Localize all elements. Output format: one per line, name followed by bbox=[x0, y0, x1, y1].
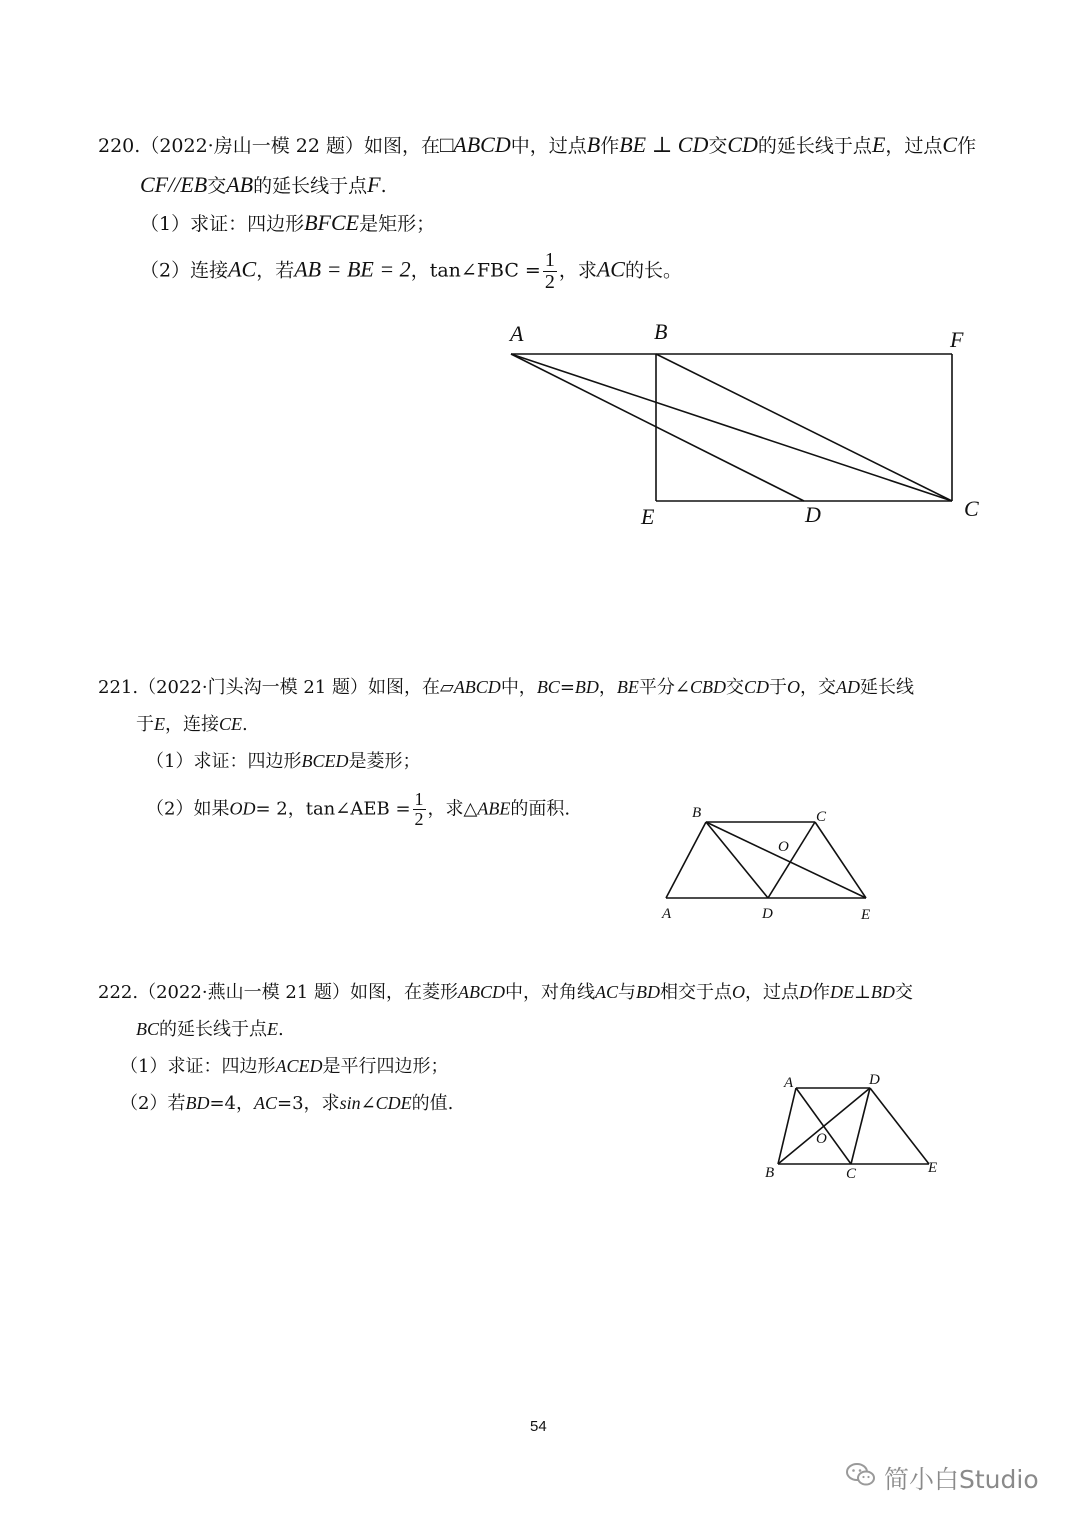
point-label-B: B bbox=[765, 1165, 775, 1181]
segment-BD bbox=[706, 822, 768, 898]
point-label-D: D bbox=[762, 906, 773, 922]
page-number: 54 bbox=[530, 1418, 547, 1435]
segment-AC bbox=[511, 354, 952, 501]
point-label-B: B bbox=[654, 319, 668, 344]
segment-AB bbox=[666, 822, 706, 898]
problem-222-line1: 222.（2022·燕山一模 21 题）如图，在菱形ABCD中，对角线AC与BD相交于点O，过点D作DE⊥BD交 bbox=[98, 982, 913, 1003]
segment-BE bbox=[706, 822, 866, 898]
point-label-O: O bbox=[816, 1131, 827, 1147]
point-label-E: E bbox=[861, 907, 871, 923]
fraction-one-half: $\frac{1}{2}$ bbox=[544, 249, 555, 293]
watermark-text: 简小白Studio bbox=[884, 1465, 1039, 1494]
segment-DE bbox=[870, 1088, 929, 1164]
point-label-E: E bbox=[641, 504, 655, 529]
segment-AD bbox=[511, 354, 804, 501]
point-label-F: F bbox=[950, 327, 964, 352]
watermark bbox=[846, 1460, 1039, 1496]
segment-BC bbox=[656, 354, 952, 501]
problem-221-part2: （2）如果OD= 2，tan∠AEB = $\frac{1}{2}$ ，求△ABE的面积. bbox=[146, 789, 571, 829]
problem-222-line2: BC的延长线于点E. bbox=[136, 1019, 284, 1040]
figure-221 bbox=[661, 805, 870, 923]
segment-DC bbox=[851, 1088, 870, 1164]
problem-220-part1: （1）求证：四边形BFCE是矩形； bbox=[140, 210, 436, 235]
point-label-C: C bbox=[816, 809, 827, 825]
problem-221-line1: 221.（2022·门头沟一模 21 题）如图，在▱ABCD中，BC=BD，BE平分∠CBD交CD于O，交AD延长线 bbox=[98, 677, 915, 698]
point-label-E: E bbox=[928, 1160, 938, 1176]
problem-222-part1: （1）求证：四边形ACED是平行四边形； bbox=[120, 1056, 449, 1077]
problem-220-line2: CF//EB交AB的延长线于点F. bbox=[140, 172, 387, 197]
problem-220-line1: 220.（2022·房山一模 22 题）如图，在□ABCD中，过点B作BE ⊥ CD交CD的延长线于点E，过点C作 bbox=[98, 132, 977, 157]
point-label-D: D bbox=[869, 1072, 880, 1088]
segment-BD bbox=[778, 1088, 870, 1164]
problem-221-line2: 于E，连接CE. bbox=[136, 714, 248, 735]
segment-CD bbox=[768, 822, 815, 898]
problem-221-part1: （1）求证：四边形BCED是菱形； bbox=[146, 751, 421, 772]
point-label-C: C bbox=[846, 1166, 857, 1182]
point-label-O: O bbox=[778, 839, 789, 855]
point-label-B: B bbox=[692, 805, 702, 821]
figure-220 bbox=[508, 319, 979, 529]
point-label-A: A bbox=[510, 321, 524, 346]
point-label-A: A bbox=[662, 906, 672, 922]
problem-222-part2: （2）若BD=4，AC=3，求sin∠CDE的值. bbox=[120, 1093, 454, 1114]
point-label-C: C bbox=[964, 496, 979, 521]
problem-220-part2: （2）连接AC，若AB = BE = 2，tan∠FBC = $\frac{1}{2}$ ，求AC的长。 bbox=[140, 249, 682, 293]
point-label-A: A bbox=[784, 1075, 794, 1091]
fraction-one-half: $\frac{1}{2}$ bbox=[414, 789, 424, 829]
point-label-D: D bbox=[805, 502, 821, 527]
wechat-icon bbox=[846, 1462, 876, 1495]
segment-AB bbox=[778, 1088, 796, 1164]
figure-222 bbox=[765, 1072, 937, 1182]
